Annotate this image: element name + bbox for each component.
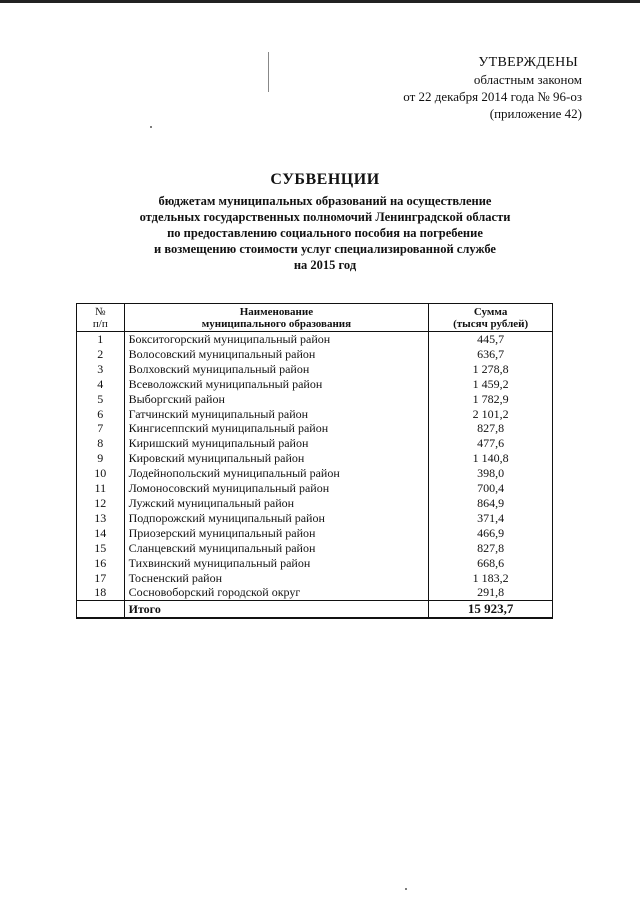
total-sum: 15 923,7 bbox=[429, 601, 553, 619]
approval-line: областным законом bbox=[473, 72, 582, 87]
header-sum-line: Сумма bbox=[473, 305, 508, 318]
row-name: Гатчинский муниципальный район bbox=[124, 407, 429, 422]
approval-line: УТВЕРЖДЕНЫ bbox=[478, 55, 578, 70]
row-num: 3 bbox=[77, 362, 125, 377]
row-name: Всеволожский муниципальный район bbox=[124, 377, 429, 392]
row-name: Тосненский район bbox=[124, 571, 429, 586]
row-name: Сланцевский муниципальный район bbox=[124, 541, 429, 556]
row-num: 12 bbox=[77, 496, 125, 511]
scan-artifact-line bbox=[268, 52, 269, 92]
table-row bbox=[77, 496, 553, 511]
header-name-line: Наименование bbox=[239, 305, 314, 318]
table-body bbox=[77, 332, 553, 601]
table-row bbox=[77, 392, 553, 407]
row-num: 5 bbox=[77, 392, 125, 407]
total-row bbox=[77, 601, 553, 619]
table-row bbox=[77, 481, 553, 496]
row-sum: 700,4 bbox=[429, 481, 553, 496]
row-name: Ломоносовский муниципальный район bbox=[124, 481, 429, 496]
table-row bbox=[77, 407, 553, 422]
table-header-row bbox=[77, 304, 553, 332]
document-title bbox=[80, 171, 570, 273]
row-num: 17 bbox=[77, 571, 125, 586]
approval-line: от 22 декабря 2014 года № 96-оз bbox=[403, 89, 582, 104]
row-name: Волосовский муниципальный район bbox=[124, 347, 429, 362]
row-num: 10 bbox=[77, 466, 125, 481]
row-name: Кировский муниципальный район bbox=[124, 451, 429, 466]
row-name: Приозерский муниципальный район bbox=[124, 526, 429, 541]
row-num: 9 bbox=[77, 451, 125, 466]
title-line: и возмещению стоимости услуг специализированной службе bbox=[154, 242, 496, 256]
row-num: 7 bbox=[77, 421, 125, 436]
row-sum: 1 278,8 bbox=[429, 362, 553, 377]
page-top-border bbox=[0, 0, 640, 3]
row-num: 8 bbox=[77, 436, 125, 451]
table-row bbox=[77, 466, 553, 481]
row-num: 2 bbox=[77, 347, 125, 362]
row-name: Кингисеппский муниципальный район bbox=[124, 421, 429, 436]
table-row bbox=[77, 421, 553, 436]
total-num bbox=[77, 601, 125, 619]
table-row bbox=[77, 436, 553, 451]
total-label: Итого bbox=[124, 601, 429, 619]
row-name: Лодейнопольский муниципальный район bbox=[124, 466, 429, 481]
row-name: Тихвинский муниципальный район bbox=[124, 556, 429, 571]
row-sum: 291,8 bbox=[429, 585, 553, 600]
title-line: по предоставлению социального пособия на погребение bbox=[167, 226, 483, 240]
row-sum: 864,9 bbox=[429, 496, 553, 511]
row-sum: 1 782,9 bbox=[429, 392, 553, 407]
title-line: бюджетам муниципальных образований на осуществление bbox=[158, 194, 492, 208]
row-name: Киришский муниципальный район bbox=[124, 436, 429, 451]
approval-line: (приложение 42) bbox=[489, 106, 582, 121]
row-name: Бокситогорский муниципальный район bbox=[124, 332, 429, 347]
table-row bbox=[77, 541, 553, 556]
row-sum: 668,6 bbox=[429, 556, 553, 571]
row-sum: 2 101,2 bbox=[429, 407, 553, 422]
table-row bbox=[77, 571, 553, 586]
header-name bbox=[124, 304, 429, 332]
row-sum: 477,6 bbox=[429, 436, 553, 451]
header-num-line: п/п bbox=[92, 317, 108, 330]
scan-artifact-dot bbox=[150, 126, 152, 128]
row-sum: 1 140,8 bbox=[429, 451, 553, 466]
row-num: 15 bbox=[77, 541, 125, 556]
row-num: 6 bbox=[77, 407, 125, 422]
subventions-table bbox=[76, 303, 553, 619]
row-num: 16 bbox=[77, 556, 125, 571]
row-num: 13 bbox=[77, 511, 125, 526]
row-sum: 466,9 bbox=[429, 526, 553, 541]
table-row bbox=[77, 362, 553, 377]
row-num: 1 bbox=[77, 332, 125, 347]
row-sum: 827,8 bbox=[429, 421, 553, 436]
header-num-line: № bbox=[95, 305, 106, 318]
row-sum: 1 183,2 bbox=[429, 571, 553, 586]
row-sum: 827,8 bbox=[429, 541, 553, 556]
header-num bbox=[77, 304, 125, 332]
row-sum: 398,0 bbox=[429, 466, 553, 481]
table-row bbox=[77, 377, 553, 392]
row-sum: 1 459,2 bbox=[429, 377, 553, 392]
row-num: 4 bbox=[77, 377, 125, 392]
title-line: на 2015 год bbox=[293, 258, 357, 272]
row-num: 11 bbox=[77, 481, 125, 496]
header-name-line: муниципального образования bbox=[201, 317, 352, 330]
row-name: Выборгский район bbox=[124, 392, 429, 407]
table-row bbox=[77, 526, 553, 541]
row-num: 14 bbox=[77, 526, 125, 541]
header-sum-line: (тысяч рублей) bbox=[453, 317, 529, 330]
row-sum: 445,7 bbox=[429, 332, 553, 347]
table-row bbox=[77, 585, 553, 600]
table-row bbox=[77, 511, 553, 526]
scan-artifact-dot bbox=[405, 888, 407, 890]
row-name: Лужский муниципальный район bbox=[124, 496, 429, 511]
approval-stamp bbox=[403, 54, 582, 122]
header-sum bbox=[429, 304, 553, 332]
table-row bbox=[77, 451, 553, 466]
row-name: Сосновоборский городской округ bbox=[124, 585, 429, 600]
row-name: Подпорожский муниципальный район bbox=[124, 511, 429, 526]
table-row bbox=[77, 347, 553, 362]
title-main: СУБВЕНЦИИ bbox=[270, 171, 380, 188]
title-line: отдельных государственных полномочий Ленинградской области bbox=[139, 210, 511, 224]
row-name: Волховский муниципальный район bbox=[124, 362, 429, 377]
table-row bbox=[77, 556, 553, 571]
row-sum: 371,4 bbox=[429, 511, 553, 526]
table-row bbox=[77, 332, 553, 347]
row-sum: 636,7 bbox=[429, 347, 553, 362]
row-num: 18 bbox=[77, 585, 125, 600]
